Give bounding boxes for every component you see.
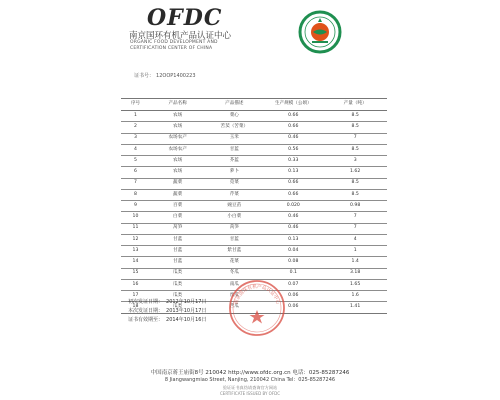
table-row [121, 122, 387, 133]
cell-output: 1.4 [323, 257, 387, 268]
org-name-en-line1: ORGANIC FOOD DEVELOPMENT AND [130, 40, 218, 45]
col-header-scale: 生产规模（公顷） [263, 99, 323, 111]
expiry-label: 证书有效期至： [128, 317, 164, 323]
cell-index: 1 [121, 111, 150, 122]
cell-scale: 0.06 [263, 302, 323, 313]
organic-certification-seal-icon [298, 10, 342, 54]
cell-scale: 0.020 [263, 201, 323, 212]
cell-product-desc: 芹菜 [205, 189, 263, 200]
cell-output: 8.5 [323, 178, 387, 189]
current-issue-date-row [128, 307, 209, 316]
table-header-row [121, 99, 387, 111]
cell-output: 3 [323, 156, 387, 167]
first-issue-value: 2012年10月17日 [166, 299, 207, 305]
table-row [121, 234, 387, 245]
cell-scale: 0.66 [263, 111, 323, 122]
cell-product-name: 农场 [150, 122, 206, 133]
cell-output: 1.65 [323, 279, 387, 290]
cell-output: 8.5 [323, 144, 387, 155]
cell-index: 11 [121, 223, 150, 234]
table-row [121, 133, 387, 144]
cell-scale: 0.46 [263, 223, 323, 234]
cell-product-desc: 玉米 [205, 133, 263, 144]
stamp-text: 南京国环有机产品认证中心 [234, 284, 280, 306]
col-header-product-desc: 产品描述 [205, 99, 263, 111]
cell-scale: 0.33 [263, 156, 323, 167]
cell-output: 1.6 [323, 291, 387, 302]
certificate-number-value: 12OOP1400223 [156, 73, 196, 79]
cell-product-name: 瓜类 [150, 268, 206, 279]
cell-index: 4 [121, 144, 150, 155]
cell-output: 1.62 [323, 167, 387, 178]
col-header-product-name: 产品名称 [150, 99, 206, 111]
cell-index: 17 [121, 291, 150, 302]
current-issue-label: 本次发证日期： [128, 308, 164, 314]
cell-product-desc: 苦荬（苦菜） [205, 122, 263, 133]
cell-product-desc: 甘蓝 [205, 234, 263, 245]
cell-product-name: 甘蓝 [150, 234, 206, 245]
cell-product-desc: 豌豆苗 [205, 201, 263, 212]
cell-scale: 0.13 [263, 167, 323, 178]
cell-product-name: 农场 [150, 167, 206, 178]
certificate-dates [128, 298, 209, 325]
ofdc-logo: OFDC [147, 5, 223, 31]
cell-product-desc: 冬瓜 [205, 268, 263, 279]
cell-product-name: 农场农产 [150, 144, 206, 155]
cell-product-desc: 芥蓝 [205, 156, 263, 167]
footer-note-cn: 验证证书真伪请查询官方网站 [222, 385, 278, 390]
cell-scale: 0.06 [263, 291, 323, 302]
cell-index: 14 [121, 257, 150, 268]
cell-product-desc: 南瓜 [205, 279, 263, 290]
col-header-output: 产量（吨） [323, 99, 387, 111]
table-row [121, 156, 387, 167]
official-red-stamp-icon [228, 279, 286, 337]
org-name-en-line2: CERTIFICATION CENTER OF CHINA [130, 46, 213, 51]
cell-output: 3.18 [323, 268, 387, 279]
cell-product-name: 蔬菜 [150, 178, 206, 189]
cell-scale: 0.46 [263, 212, 323, 223]
cell-output: 4 [323, 234, 387, 245]
cell-product-desc: 莴笋 [205, 223, 263, 234]
cell-scale: 0.1 [263, 268, 323, 279]
footer-address-en: 8 Jiangwangmiao Street, Nanjing, 210042 China Tel：025-85287246 [164, 377, 336, 383]
cell-product-name: 甘蓝 [150, 246, 206, 257]
cell-product-desc: 甘蓝 [205, 144, 263, 155]
cell-scale: 0.56 [263, 144, 323, 155]
cell-index: 2 [121, 122, 150, 133]
cell-product-name: 农场 [150, 111, 206, 122]
cell-output: 7 [323, 223, 387, 234]
certificate-number [134, 72, 198, 79]
table-row [121, 257, 387, 268]
cell-index: 15 [121, 268, 150, 279]
table-row [121, 246, 387, 257]
first-issue-date-row [128, 298, 209, 307]
cell-output: 1 [323, 246, 387, 257]
cell-product-desc: 萝卜 [205, 167, 263, 178]
current-issue-value: 2013年10月17日 [166, 308, 207, 314]
table-row [121, 212, 387, 223]
table-row [121, 167, 387, 178]
cell-output: 8.5 [323, 189, 387, 200]
cell-product-name: 百菜 [150, 201, 206, 212]
cell-index: 7 [121, 178, 150, 189]
cell-product-desc: 苋菜 [205, 178, 263, 189]
cell-product-name: 瓜类 [150, 291, 206, 302]
cell-output: 7 [323, 133, 387, 144]
cell-output: 0.98 [323, 201, 387, 212]
cell-scale: 0.66 [263, 122, 323, 133]
org-name-cn: 南京国环有机产品认证中心 [129, 31, 232, 41]
cell-product-name: 农场 [150, 156, 206, 167]
cell-output: 8.5 [323, 111, 387, 122]
table-row [121, 144, 387, 155]
cell-product-desc: 小白菜 [205, 212, 263, 223]
cell-product-name: 白菜 [150, 212, 206, 223]
cell-product-desc: 丝瓜 [205, 291, 263, 302]
cell-index: 12 [121, 234, 150, 245]
table-row [121, 189, 387, 200]
cell-product-name: 莴笋 [150, 223, 206, 234]
cell-scale: 0.66 [263, 178, 323, 189]
expiry-date-row [128, 316, 209, 325]
table-row [121, 201, 387, 212]
table-row [121, 223, 387, 234]
cell-scale: 0.66 [263, 189, 323, 200]
cell-index: 16 [121, 279, 150, 290]
cell-scale: 0.13 [263, 234, 323, 245]
cell-index: 18 [121, 302, 150, 313]
cell-product-name: 农场农产 [150, 133, 206, 144]
cell-index: 5 [121, 156, 150, 167]
cell-index: 13 [121, 246, 150, 257]
table-row [121, 111, 387, 122]
cell-product-desc: 苦瓜 [205, 302, 263, 313]
cell-scale: 0.04 [263, 246, 323, 257]
cell-output: 1.41 [323, 302, 387, 313]
certificate-number-label: 证书号： [134, 73, 155, 79]
cell-product-desc: 菜心 [205, 111, 263, 122]
cell-index: 10 [121, 212, 150, 223]
cell-product-desc: 紫甘蓝 [205, 246, 263, 257]
cell-index: 9 [121, 201, 150, 212]
cell-scale: 0.46 [263, 133, 323, 144]
expiry-value: 2014年10月16日 [166, 317, 207, 323]
table-row [121, 178, 387, 189]
cell-product-desc: 花菜 [205, 257, 263, 268]
cell-scale: 0.07 [263, 279, 323, 290]
cell-product-name: 甘蓝 [150, 257, 206, 268]
cell-scale: 0.08 [263, 257, 323, 268]
cell-output: 7 [323, 212, 387, 223]
cell-index: 8 [121, 189, 150, 200]
first-issue-label: 初次发证日期： [128, 299, 164, 305]
cell-product-name: 瓜类 [150, 302, 206, 313]
cell-index: 3 [121, 133, 150, 144]
table-row [121, 268, 387, 279]
col-header-index: 序号 [121, 99, 150, 111]
footer-note-en: CERTIFICATE ISSUED BY OFDC [220, 391, 280, 396]
cell-product-name: 蔬菜 [150, 189, 206, 200]
cell-index: 6 [121, 167, 150, 178]
footer-address-cn: 中国南京蒋王庙街8号 210042 http://www.ofdc.org.cn 电话：025-85287246 [150, 370, 350, 376]
cell-product-name: 瓜类 [150, 279, 206, 290]
cell-output: 8.5 [323, 122, 387, 133]
